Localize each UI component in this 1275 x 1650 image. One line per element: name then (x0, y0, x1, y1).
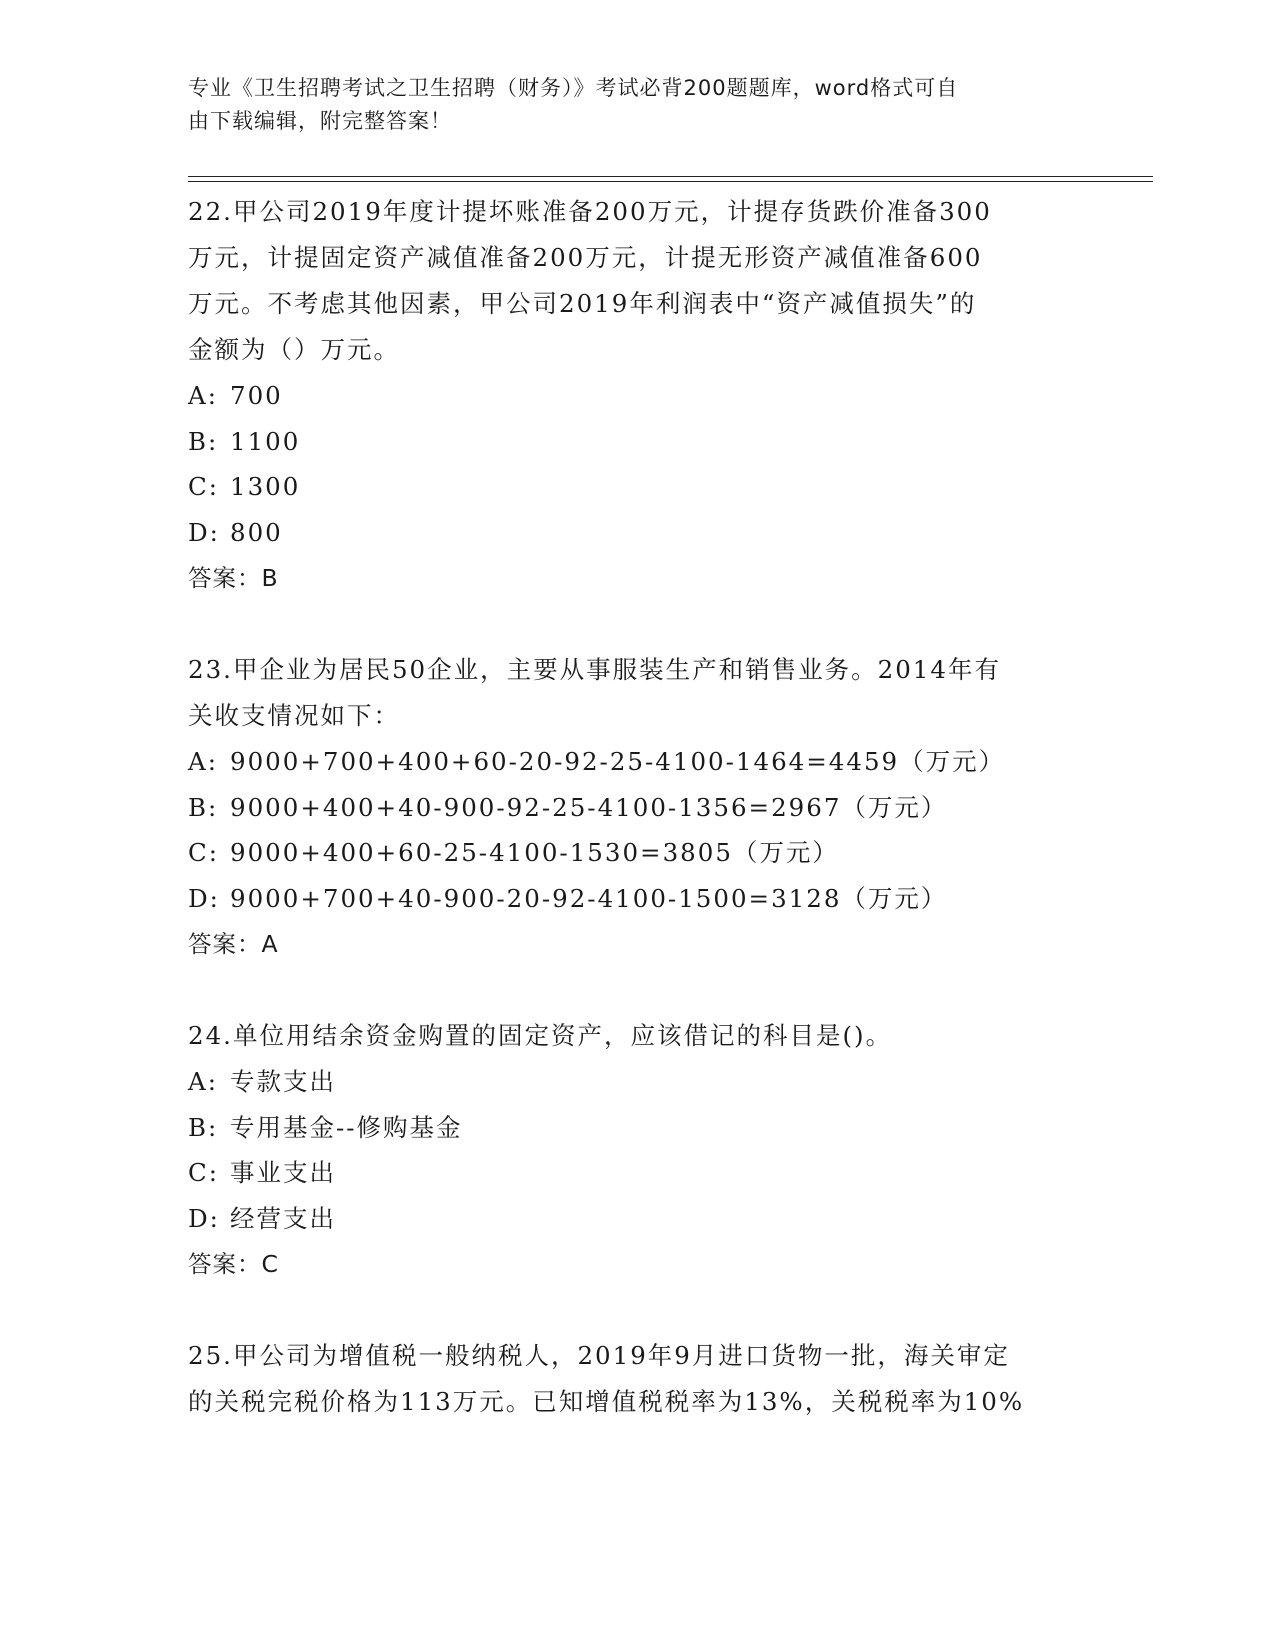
option-letter: B: (188, 426, 219, 456)
answer-label: 答案： (188, 564, 262, 592)
question-22 (188, 189, 1088, 601)
option-b (188, 785, 1088, 831)
option-letter: A: (188, 381, 218, 410)
header-divider-bottom (188, 181, 1153, 182)
option-text: 专款支出 (230, 1067, 336, 1096)
answer-value: B (261, 564, 279, 592)
question-text: 23.甲企业为居民50企业，主要从事服装生产和销售业务。2014年有 (188, 655, 1001, 684)
option-d (188, 876, 1088, 922)
question-text: 万元。不考虑其他因素，甲公司2019年利润表中“资产减值损失”的 (188, 289, 977, 318)
option-text: 1100 (230, 426, 301, 456)
option-letter: C: (188, 838, 220, 867)
question-text: 金额为（）万元。 (188, 335, 400, 364)
option-a (188, 1059, 1088, 1105)
option-letter: D: (188, 517, 220, 547)
option-letter: C: (188, 1158, 220, 1187)
option-d (188, 510, 1088, 556)
option-letter: A: (188, 747, 218, 776)
header-divider-top (188, 176, 1153, 177)
option-letter: A: (188, 1067, 218, 1096)
option-text: 9000+700+400+60-20-92-25-4100-1464=4459（万元） (230, 747, 1006, 776)
option-a (188, 373, 1088, 419)
option-d (188, 1196, 1088, 1242)
option-b (188, 419, 1088, 465)
option-text: 9000+400+40-900-92-25-4100-1356=2967（万元） (230, 792, 948, 822)
answer-line (188, 921, 1088, 967)
option-a (188, 739, 1088, 785)
option-text: 9000+700+40-900-20-92-4100-1500=3128（万元） (230, 883, 948, 913)
option-c (188, 464, 1088, 510)
option-text: 经营支出 (230, 1203, 336, 1233)
document-header (188, 72, 1088, 138)
option-letter: C: (188, 472, 220, 501)
option-text: 700 (230, 381, 283, 410)
option-letter: D: (188, 1203, 220, 1233)
header-line-1: 专业《卫生招聘考试之卫生招聘（财务）》考试必背200题题库，word格式可自 (188, 76, 959, 100)
option-text: 9000+400+60-25-4100-1530=3805（万元） (230, 838, 839, 867)
question-text: 25.甲公司为增值税一般纳税人，2019年9月进口货物一批，海关审定 (188, 1341, 1010, 1370)
question-text: 22.甲公司2019年度计提坏账准备200万元，计提存货跌价准备300 (188, 197, 992, 226)
option-b (188, 1105, 1088, 1151)
option-text: 事业支出 (230, 1158, 336, 1187)
question-text: 万元，计提固定资产减值准备200万元，计提无形资产减值准备600 (188, 243, 983, 272)
option-text: 1300 (230, 472, 301, 501)
answer-line (188, 555, 1088, 601)
option-text: 800 (230, 517, 283, 547)
option-letter: D: (188, 883, 220, 913)
question-25 (188, 1333, 1088, 1425)
question-text: 关收支情况如下： (188, 701, 400, 730)
option-c (188, 1150, 1088, 1196)
answer-label: 答案： (188, 1250, 262, 1278)
option-letter: B: (188, 792, 219, 822)
answer-value: A (261, 930, 279, 958)
answer-value: C (261, 1250, 279, 1278)
question-24 (188, 1013, 1088, 1287)
option-letter: B: (188, 1112, 219, 1142)
question-23 (188, 647, 1088, 967)
answer-line (188, 1241, 1088, 1287)
question-list (188, 189, 1088, 1471)
option-c (188, 830, 1088, 876)
header-line-2: 由下载编辑，附完整答案！ (188, 109, 452, 133)
answer-label: 答案： (188, 930, 262, 958)
question-text: 的关税完税价格为113万元。已知增值税税率为13%，关税税率为10% (188, 1387, 1025, 1416)
option-text: 专用基金--修购基金 (230, 1112, 463, 1142)
question-text: 24.单位用结余资金购置的固定资产，应该借记的科目是()。 (188, 1021, 893, 1050)
